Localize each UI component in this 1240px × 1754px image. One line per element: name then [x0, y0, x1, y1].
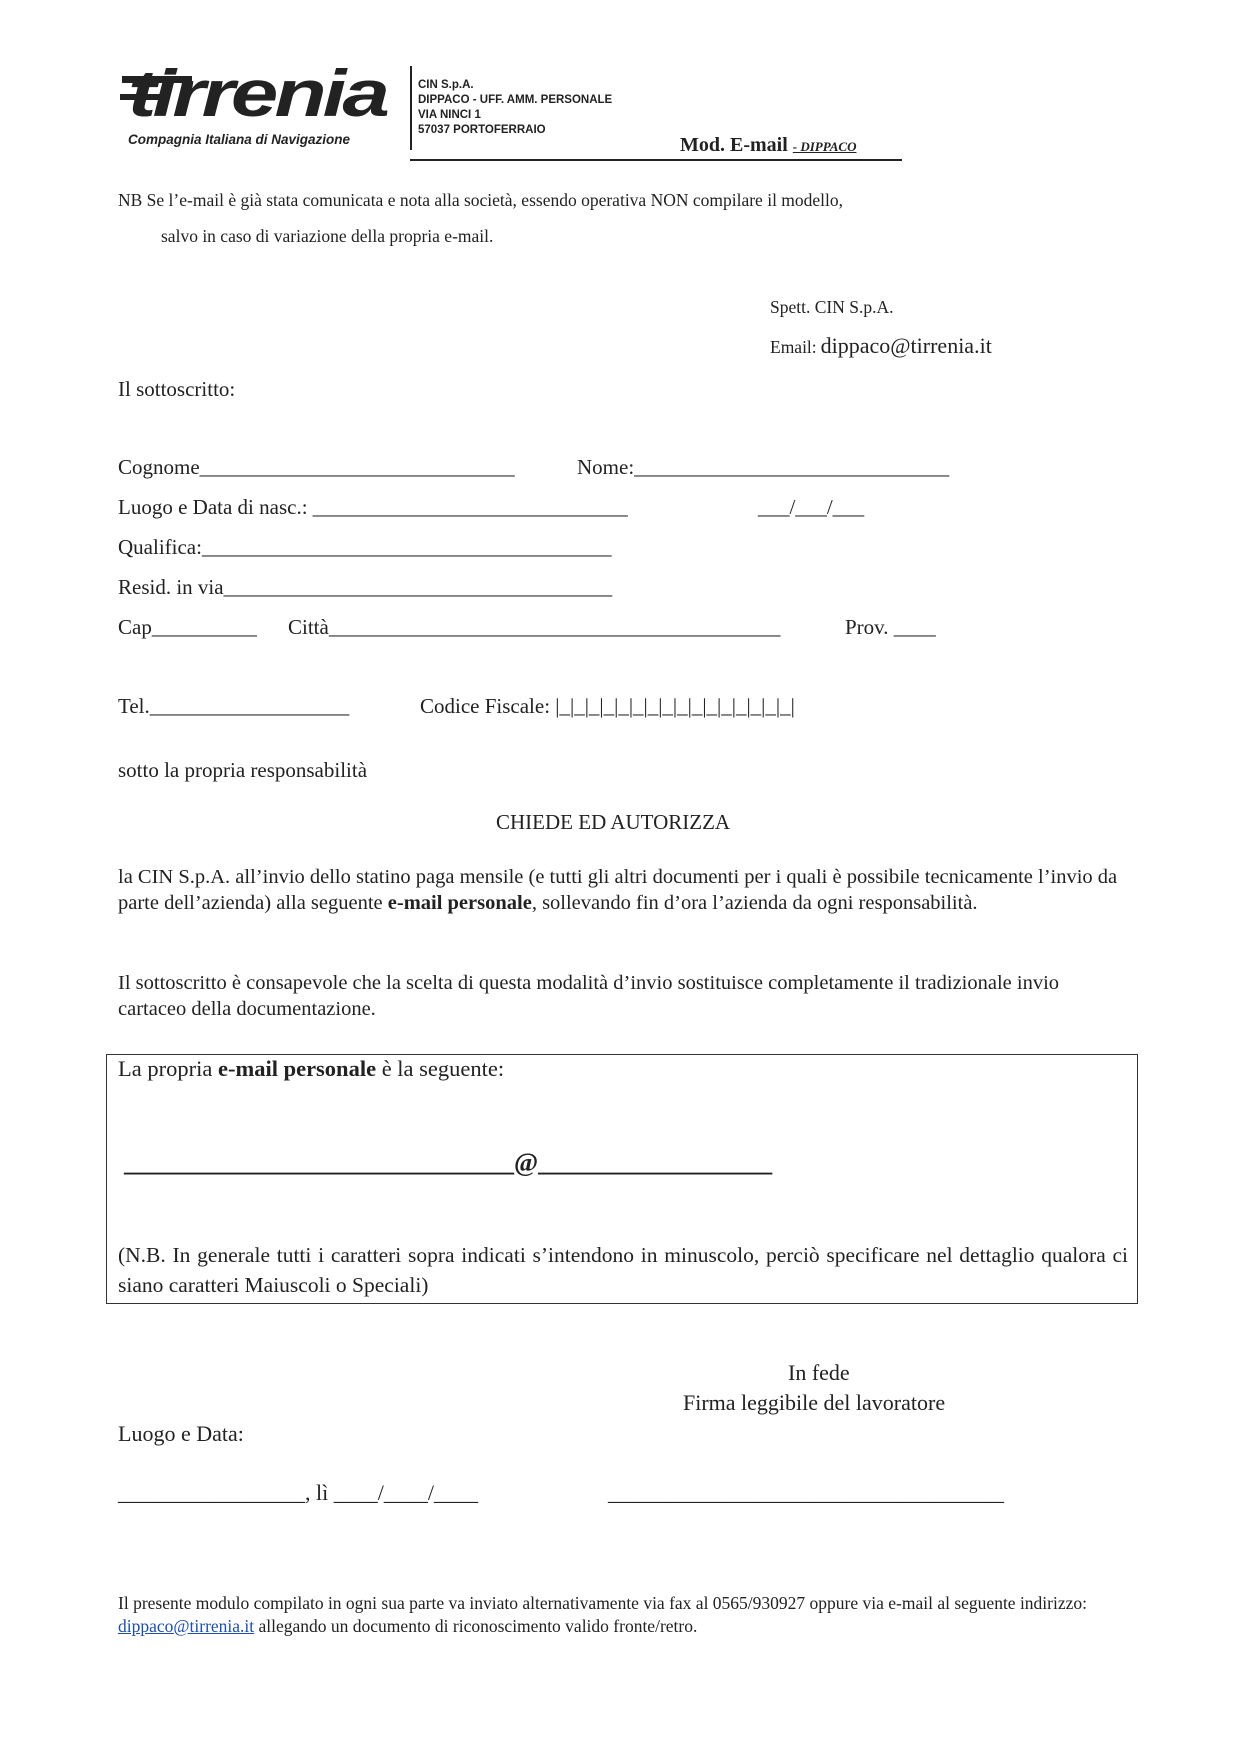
responsibility-text: sotto la propria responsabilità [118, 758, 368, 782]
birth-place-field[interactable]: Luogo e Data di nasc.: ______________________________ [118, 495, 628, 519]
birth-date-field[interactable]: ___/___/___ [758, 495, 865, 519]
recipient-spett: Spett. CIN S.p.A. [770, 297, 894, 317]
paragraph-emphasis: e-mail personale [387, 892, 532, 914]
recipient-email-label: Email: [770, 337, 817, 357]
header-divider [410, 66, 412, 150]
intro-text: Il sottoscritto: [118, 377, 236, 401]
citta-field[interactable]: Città___________________________________________ [288, 615, 781, 639]
section-heading: CHIEDE ED AUTORIZZA [496, 810, 731, 834]
address-line: CIN S.p.A. [418, 79, 474, 91]
label-emphasis: e-mail personale [217, 1056, 377, 1081]
signature-caption: Firma leggibile del lavoratore [683, 1390, 946, 1415]
form-title-sub: - DIPPACO [792, 139, 857, 154]
label-text: è la seguente: [376, 1056, 505, 1081]
tel-field[interactable]: Tel.___________________ [118, 694, 350, 718]
qualifica-field[interactable]: Qualifica:_______________________________________ [118, 535, 612, 559]
logo-tagline: Compagnia Italiana di Navigazione [128, 132, 351, 147]
place-date-field[interactable]: _________________, lì ____/____/____ [118, 1480, 478, 1505]
awareness-paragraph: Il sottoscritto è consapevole che la scelta di questa modalità d’invio sostituisce completamente il tradizionale invio cartaceo della documentazione. [118, 972, 1060, 1020]
email-box-note: (N.B. In generale tutti i caratteri sopra indicati s’intendono in minuscolo, perciò specificare nel dettaglio qualora ci siano caratteri Maiuscoli o Speciali) [118, 1243, 1128, 1297]
residenza-field[interactable]: Resid. in via_____________________________________ [118, 575, 613, 599]
codice-fiscale-field[interactable]: Codice Fiscale: |_|_|_|_|_|_|_|_|_|_|_|_|_|_|_|_| [420, 694, 795, 718]
header-rule [410, 159, 902, 161]
nome-field[interactable]: Nome:______________________________ [577, 455, 950, 479]
cognome-field[interactable]: Cognome______________________________ [118, 455, 515, 479]
prov-field[interactable]: Prov. ____ [845, 615, 936, 639]
nb-line-2: salvo in caso di variazione della propria e-mail. [161, 226, 494, 246]
tirrenia-logo-wordmark [120, 54, 388, 136]
personal-email-field[interactable]: ______________________________@__________________ [124, 1148, 773, 1177]
recipient-email-value: dippaco@tirrenia.it [820, 333, 992, 358]
cap-field[interactable]: Cap__________ [118, 615, 257, 639]
address-line: 57037 PORTOFERRAIO [418, 124, 546, 136]
company-address [418, 78, 612, 138]
footer-text: allegando un documento di riconoscimento valido fronte/retro. [254, 1616, 698, 1636]
paragraph-text: , sollevando fin d’ora l’azienda da ogni responsabilità. [531, 892, 978, 914]
address-line: VIA NINCI 1 [418, 109, 481, 121]
form-title-main: Mod. E-mail [680, 134, 788, 156]
footer-text: Il presente modulo compilato in ogni sua parte va inviato alternativamente via fax al 0565/930927 oppure via e-mail al seguente indirizzo: [118, 1593, 1088, 1613]
nb-line-1: NB Se l’e-mail è già stata comunicata e nota alla società, essendo operativa NON compilare il modello, [118, 190, 844, 210]
authorization-paragraph [118, 864, 1128, 916]
footer-instructions [118, 1592, 1138, 1638]
logo-text: tirrenia [128, 56, 388, 130]
in-fede-text: In fede [788, 1360, 850, 1385]
place-date-label: Luogo e Data: [118, 1421, 244, 1446]
signature-field[interactable]: ____________________________________ [608, 1480, 1004, 1505]
paragraph-text: la CIN S.p.A. all’invio dello statino paga mensile (e tutti gli altri documenti per i quali è possibile tecnicamente l’invio da parte dell’azienda) alla seguente [118, 866, 1118, 914]
email-box-label [118, 1056, 504, 1082]
recipient-email [770, 333, 992, 359]
address-line: DIPPACO - UFF. AMM. PERSONALE [418, 94, 613, 106]
form-title [680, 134, 856, 157]
footer-email-link[interactable]: dippaco@tirrenia.it [118, 1616, 255, 1636]
label-text: La propria [118, 1056, 218, 1081]
